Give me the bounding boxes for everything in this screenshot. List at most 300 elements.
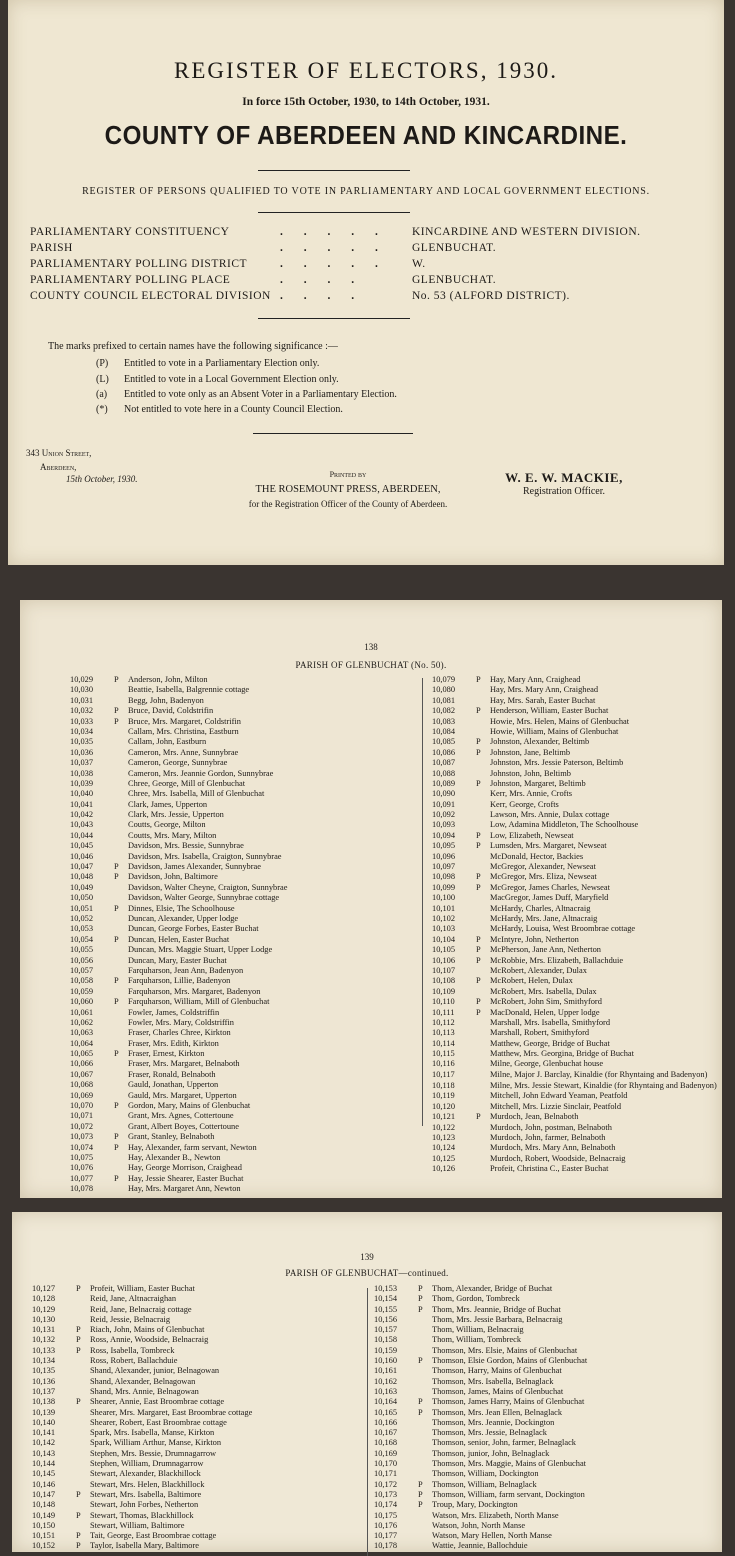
elector-entry	[70, 1039, 400, 1049]
elector-name: Murdoch, Robert, Woodside, Belnacraig	[490, 1153, 626, 1163]
register-title: REGISTER OF ELECTORS, 1930.	[174, 58, 558, 83]
elector-number: 10,114	[432, 1038, 455, 1048]
elector-number: 10,131	[32, 1325, 56, 1335]
elector-entry	[70, 737, 400, 747]
elector-entry	[32, 1531, 362, 1541]
elector-entry	[432, 1028, 722, 1038]
elector-entry	[70, 883, 400, 893]
elector-name: Davidson, Mrs. Bessie, Sunnybrae	[128, 841, 244, 851]
elector-number: 10,039	[70, 778, 94, 788]
elector-name: Profeit, Christina C., Easter Buchat	[490, 1164, 609, 1174]
elector-entry	[374, 1366, 714, 1376]
register-page-138	[20, 600, 722, 1198]
elector-mark: P	[476, 706, 481, 716]
elector-mark: P	[476, 872, 481, 882]
elector-entry	[432, 748, 722, 758]
elector-entry	[70, 1132, 400, 1142]
elector-number: 10,172	[374, 1479, 398, 1489]
divider-rule	[258, 212, 410, 213]
elector-number: 10,042	[70, 810, 94, 820]
elector-entry	[70, 800, 400, 810]
elector-number: 10,033	[70, 716, 94, 726]
elector-entry	[432, 706, 722, 716]
marks-intro: The marks prefixed to certain names have the following significance :—	[48, 341, 338, 352]
elector-name: Stephen, William, Drumnagarrow	[90, 1459, 204, 1469]
elector-entry	[70, 1028, 400, 1038]
elector-number: 10,029	[70, 675, 94, 684]
elector-number: 10,046	[70, 851, 94, 861]
elector-entry	[32, 1335, 362, 1345]
elector-mark: P	[476, 934, 481, 944]
elector-column-right	[374, 1284, 714, 1552]
elector-number: 10,058	[70, 976, 94, 986]
elector-name: Tait, George, East Broombrae cottage	[90, 1531, 217, 1541]
detail-label: COUNTY COUNCIL ELECTORAL DIVISION	[30, 290, 271, 302]
elector-number: 10,139	[32, 1407, 56, 1417]
elector-name: Watson, John, North Manse	[432, 1520, 526, 1530]
elector-mark: P	[476, 1007, 481, 1017]
elector-number: 10,168	[374, 1438, 398, 1448]
register-page-139	[12, 1212, 722, 1552]
elector-entry	[70, 685, 400, 695]
elector-entry	[70, 987, 400, 997]
elector-entry	[70, 956, 400, 966]
elector-number: 10,099	[432, 882, 456, 892]
elector-column-left	[70, 675, 400, 1195]
elector-entry	[432, 1039, 722, 1049]
elector-number: 10,164	[374, 1397, 398, 1407]
elector-entry	[432, 1070, 722, 1081]
elector-entry	[374, 1490, 714, 1500]
elector-name: Thomson, Mrs. Elsie, Mains of Glenbuchat	[432, 1345, 578, 1355]
elector-number: 10,097	[432, 862, 456, 872]
elector-number: 10,108	[432, 976, 456, 986]
elector-entry	[32, 1428, 362, 1438]
elector-name: Shand, Alexander, Belnagowan	[90, 1376, 196, 1386]
address-line: 343 Union Street,	[26, 448, 92, 458]
elector-number: 10,166	[374, 1417, 398, 1427]
elector-entry	[432, 696, 722, 706]
elector-number: 10,110	[432, 997, 455, 1007]
elector-entry	[374, 1500, 714, 1510]
elector-entry	[432, 1102, 722, 1112]
elector-name: Hay, Alexander B., Newton	[128, 1152, 221, 1162]
elector-entry	[432, 1154, 722, 1164]
elector-number: 10,031	[70, 695, 94, 705]
elector-name: Hay, Mrs. Mary Ann, Craighead	[490, 685, 599, 695]
elector-number: 10,095	[432, 841, 456, 851]
elector-name: Profeit, William, Easter Buchat	[90, 1284, 195, 1293]
elector-number: 10,162	[374, 1376, 398, 1386]
elector-number: 10,068	[70, 1080, 94, 1090]
elector-name: Matthew, George, Bridge of Buchat	[490, 1038, 610, 1048]
register-subtitle: REGISTER OF PERSONS QUALIFIED TO VOTE IN PARLIAMENTARY AND LOCAL GOVERNMENT ELECTIONS.	[82, 186, 650, 197]
elector-number: 10,154	[374, 1294, 398, 1304]
elector-number: 10,096	[432, 851, 456, 861]
elector-number: 10,090	[432, 789, 456, 799]
elector-entry	[32, 1449, 362, 1459]
elector-name: Lawson, Mrs. Annie, Dulax cottage	[490, 810, 610, 820]
elector-entry	[432, 1059, 722, 1069]
elector-name: Mitchell, Mrs. Lizzie Sinclair, Peatfold	[490, 1101, 622, 1111]
elector-entry	[374, 1469, 714, 1479]
elector-name: Milne, Major J. Barclay, Kinaldie (for Rhyntaing and Badenyon)	[490, 1069, 708, 1079]
elector-name: Fraser, Ernest, Kirkton	[128, 1049, 205, 1059]
elector-entry	[374, 1335, 714, 1345]
elector-number: 10,080	[432, 685, 456, 695]
elector-mark: P	[418, 1489, 423, 1499]
elector-entry	[432, 1143, 722, 1153]
page-number: 138	[364, 642, 378, 652]
elector-number: 10,056	[70, 955, 94, 965]
elector-mark: P	[114, 716, 119, 726]
elector-number: 10,078	[70, 1184, 94, 1194]
elector-entry	[432, 1081, 722, 1092]
elector-number: 10,073	[70, 1132, 94, 1142]
detail-value: GLENBUCHAT.	[412, 274, 497, 286]
elector-number: 10,176	[374, 1520, 398, 1530]
elector-number: 10,072	[70, 1121, 94, 1131]
elector-entry	[374, 1541, 714, 1551]
elector-mark: P	[476, 778, 481, 788]
elector-name: Begg, John, Badenyon	[128, 695, 204, 705]
elector-entry	[32, 1284, 362, 1294]
elector-name: Davidson, Mrs. Isabella, Craigton, Sunnybrae	[128, 851, 282, 861]
elector-number: 10,051	[70, 903, 94, 913]
elector-entry	[32, 1315, 362, 1325]
elector-number: 10,067	[70, 1069, 94, 1079]
elector-number: 10,157	[374, 1325, 398, 1335]
elector-number: 10,150	[32, 1520, 56, 1530]
elector-name: Fraser, Charles Chree, Kirkton	[128, 1028, 231, 1038]
elector-entry	[70, 1080, 400, 1090]
elector-name: McRobert, John Sim, Smithyford	[490, 997, 602, 1007]
elector-entry	[432, 1164, 722, 1174]
elector-name: Shand, Mrs. Annie, Belnagowan	[90, 1386, 199, 1396]
detail-value: No. 53 (ALFORD DISTRICT).	[412, 290, 570, 302]
detail-label: PARLIAMENTARY CONSTITUENCY	[30, 226, 230, 238]
officer-name: W. E. W. MACKIE,	[505, 470, 623, 485]
elector-entry	[432, 789, 722, 799]
elector-number: 10,171	[374, 1469, 398, 1479]
elector-entry	[374, 1346, 714, 1356]
divider-rule	[253, 433, 413, 434]
elector-number: 10,034	[70, 726, 94, 736]
elector-name: Thomson, Mrs. Jean Ellen, Belnaglack	[432, 1407, 563, 1417]
elector-entry	[32, 1387, 362, 1397]
elector-name: Fowler, Mrs. Mary, Coldstriffin	[128, 1017, 234, 1027]
elector-entry	[432, 1133, 722, 1143]
elector-name: Hay, Jessie Shearer, Easter Buchat	[128, 1173, 244, 1183]
elector-name: McHardy, Louisa, West Broombrae cottage	[490, 924, 636, 934]
elector-entry	[32, 1490, 362, 1500]
elector-mark: P	[76, 1397, 81, 1407]
elector-mark: P	[76, 1345, 81, 1355]
cover-page	[8, 0, 724, 565]
elector-entry	[432, 997, 722, 1007]
elector-name: Thomson, Mrs. Jeannie, Dockington	[432, 1417, 555, 1427]
elector-entry	[432, 831, 722, 841]
elector-number: 10,126	[432, 1164, 456, 1174]
elector-name: McRobert, Mrs. Isabella, Dulax	[490, 986, 597, 996]
elector-number: 10,165	[374, 1407, 398, 1417]
elector-entry	[32, 1459, 362, 1469]
elector-mark: P	[76, 1325, 81, 1335]
elector-mark: P	[114, 1173, 119, 1183]
elector-name: Farquharson, William, Mill of Glenbuchat	[128, 997, 270, 1007]
elector-name: Farquharson, Lillie, Badenyon	[128, 976, 231, 986]
elector-mark: P	[114, 934, 119, 944]
elector-name: Cameron, Mrs. Anne, Sunnybrae	[128, 747, 239, 757]
elector-entry	[70, 904, 400, 914]
elector-name: Ross, Robert, Ballachduie	[90, 1356, 178, 1366]
elector-entry	[432, 904, 722, 914]
elector-entry	[374, 1305, 714, 1315]
elector-entry	[374, 1408, 714, 1418]
elector-number: 10,156	[374, 1314, 398, 1324]
elector-name: Spark, Mrs. Isabella, Manse, Kirkton	[90, 1428, 215, 1438]
elector-name: Coutts, George, Milton	[128, 820, 206, 830]
elector-number: 10,125	[432, 1153, 456, 1163]
elector-entry	[432, 727, 722, 737]
elector-name: Callam, John, Eastburn	[128, 737, 207, 747]
elector-name: Fraser, Mrs. Edith, Kirkton	[128, 1038, 219, 1048]
elector-name: McGregor, Mrs. Eliza, Newseat	[490, 872, 597, 882]
elector-name: Milne, Mrs. Jessie Stewart, Kinaldie (for Rhyntaing and Badenyon)	[490, 1080, 717, 1090]
elector-name: Dinnes, Elsie, The Schoolhouse	[128, 903, 235, 913]
elector-name: Johnston, Mrs. Jessie Paterson, Beltimb	[490, 758, 624, 768]
elector-number: 10,151	[32, 1531, 56, 1541]
elector-entry	[432, 758, 722, 768]
elector-entry	[70, 872, 400, 882]
elector-number: 10,030	[70, 685, 94, 695]
elector-number: 10,065	[70, 1049, 94, 1059]
elector-name: Hay, Mrs. Sarah, Easter Buchat	[490, 695, 596, 705]
elector-entry	[70, 966, 400, 976]
elector-name: McGregor, Alexander, Newseat	[490, 862, 596, 872]
elector-mark: P	[76, 1541, 81, 1551]
mark-legend-item	[96, 404, 343, 415]
elector-mark: P	[114, 1101, 119, 1111]
elector-number: 10,152	[32, 1541, 56, 1551]
elector-column-right	[432, 675, 722, 1175]
elector-number: 10,045	[70, 841, 94, 851]
elector-entry	[32, 1511, 362, 1521]
elector-number: 10,083	[432, 716, 456, 726]
detail-row	[30, 258, 710, 274]
elector-name: Spark, William Arthur, Manse, Kirkton	[90, 1438, 222, 1448]
elector-name: Bruce, Mrs. Margaret, Coldstrifin	[128, 716, 241, 726]
elector-entry	[70, 1122, 400, 1132]
elector-number: 10,092	[432, 810, 456, 820]
elector-number: 10,093	[432, 820, 456, 830]
elector-entry	[70, 675, 400, 685]
elector-name: Thom, William, Belnacraig	[432, 1325, 524, 1335]
elector-number: 10,123	[432, 1133, 456, 1142]
elector-name: Reid, Jessie, Belnacraig	[90, 1314, 171, 1324]
elector-entry	[70, 727, 400, 737]
elector-entry	[432, 872, 722, 882]
elector-number: 10,086	[432, 747, 456, 757]
page-number: 139	[360, 1252, 374, 1262]
elector-name: Thom, William, Tombreck	[432, 1335, 522, 1345]
elector-entry	[32, 1521, 362, 1531]
elector-name: Thomson, Mrs. Jessie, Belnaglack	[432, 1428, 547, 1438]
elector-entry	[70, 1153, 400, 1163]
elector-name: Riach, John, Mains of Glenbuchat	[90, 1325, 205, 1335]
elector-name: Duncan, Alexander, Upper lodge	[128, 913, 239, 923]
elector-name: Thom, Alexander, Bridge of Buchat	[432, 1284, 553, 1293]
elector-entry	[432, 685, 722, 695]
elector-entry	[32, 1541, 362, 1551]
elector-name: Davidson, John, Baltimore	[128, 872, 218, 882]
elector-entry	[432, 810, 722, 820]
elector-mark: P	[76, 1510, 81, 1520]
leader-dots: . . . .	[280, 290, 364, 302]
elector-entry	[70, 1049, 400, 1059]
elector-name: Callam, Mrs. Christina, Eastburn	[128, 726, 239, 736]
elector-entry	[32, 1325, 362, 1335]
elector-entry	[432, 1091, 722, 1101]
elector-mark: P	[476, 747, 481, 757]
leader-dots: . . . . .	[280, 226, 387, 238]
mark-legend-item	[96, 389, 397, 400]
elector-name: Thomson, James Harry, Mains of Glenbuchat	[432, 1397, 585, 1407]
elector-mark: P	[114, 675, 119, 684]
elector-name: McPherson, Jane Ann, Netherton	[490, 945, 601, 955]
elector-number: 10,035	[70, 737, 94, 747]
elector-entry	[432, 717, 722, 727]
elector-entry	[374, 1294, 714, 1304]
elector-entry	[70, 1018, 400, 1028]
divider-rule	[258, 318, 410, 319]
elector-entry	[374, 1325, 714, 1335]
elector-number: 10,069	[70, 1090, 94, 1100]
elector-number: 10,089	[432, 778, 456, 788]
elector-number: 10,085	[432, 737, 456, 747]
elector-entry	[432, 737, 722, 747]
elector-number: 10,084	[432, 726, 456, 736]
elector-number: 10,102	[432, 913, 456, 923]
elector-entry	[70, 862, 400, 872]
elector-number: 10,094	[432, 830, 456, 840]
elector-entry	[374, 1480, 714, 1490]
elector-name: Hay, George Morrison, Craighead	[128, 1163, 242, 1173]
elector-entry	[374, 1377, 714, 1387]
elector-number: 10,038	[70, 768, 94, 778]
elector-name: McIntyre, John, Netherton	[490, 934, 579, 944]
detail-value: W.	[412, 258, 426, 270]
elector-number: 10,070	[70, 1101, 94, 1111]
elector-name: Thomson, Harry, Mains of Glenbuchat	[432, 1366, 562, 1376]
elector-name: Chree, Mrs. Isabella, Mill of Glenbuchat	[128, 789, 265, 799]
elector-entry	[70, 1070, 400, 1080]
elector-number: 10,054	[70, 934, 94, 944]
elector-entry	[432, 1008, 722, 1018]
elector-number: 10,064	[70, 1038, 94, 1048]
elector-entry	[70, 841, 400, 851]
elector-entry	[70, 1091, 400, 1101]
elector-entry	[374, 1418, 714, 1428]
elector-number: 10,071	[70, 1111, 94, 1121]
elector-name: Marshall, Mrs. Isabella, Smithyford	[490, 1017, 611, 1027]
elector-number: 10,076	[70, 1163, 94, 1173]
elector-number: 10,128	[32, 1294, 56, 1304]
elector-name: Watson, Mrs. Elizabeth, North Manse	[432, 1510, 559, 1520]
elector-name: Thomson, James, Mains of Glenbuchat	[432, 1386, 564, 1396]
elector-name: Lumsden, Mrs. Margaret, Newseat	[490, 841, 607, 851]
elector-mark: P	[114, 872, 119, 882]
elector-name: McHardy, Charles, Altnacraig	[490, 903, 591, 913]
elector-number: 10,177	[374, 1531, 398, 1541]
detail-value: GLENBUCHAT.	[412, 242, 497, 254]
elector-name: Mitchell, John Edward Yeaman, Peatfold	[490, 1091, 628, 1101]
elector-entry	[70, 924, 400, 934]
elector-name: Murdoch, John, farmer, Belnaboth	[490, 1133, 606, 1142]
elector-entry	[374, 1428, 714, 1438]
elector-number: 10,175	[374, 1510, 398, 1520]
elector-mark: P	[76, 1489, 81, 1499]
elector-name: Hay, Alexander, farm servant, Newton	[128, 1142, 257, 1152]
elector-entry	[374, 1397, 714, 1407]
elector-entry	[32, 1356, 362, 1366]
leader-dots: . . . . .	[280, 242, 387, 254]
elector-name: Gauld, Mrs. Margaret, Upperton	[128, 1090, 237, 1100]
elector-name: Murdoch, Jean, Belnaboth	[490, 1112, 579, 1122]
elector-name: Duncan, George Forbes, Easter Buchat	[128, 924, 259, 934]
detail-row	[30, 290, 710, 306]
elector-mark: P	[76, 1335, 81, 1345]
elector-number: 10,082	[432, 706, 456, 716]
detail-row	[30, 274, 710, 290]
elector-entry	[32, 1397, 362, 1407]
elector-number: 10,118	[432, 1080, 455, 1090]
elector-name: Stewart, Thomas, Blackhillock	[90, 1510, 194, 1520]
elector-number: 10,091	[432, 799, 456, 809]
elector-mark: P	[114, 1142, 119, 1152]
elector-number: 10,137	[32, 1386, 56, 1396]
elector-entry	[432, 914, 722, 924]
elector-name: Fraser, Mrs. Margaret, Belnaboth	[128, 1059, 240, 1069]
elector-number: 10,134	[32, 1356, 56, 1366]
elector-name: Johnston, Jane, Beltimb	[490, 747, 571, 757]
elector-entry	[432, 945, 722, 955]
elector-number: 10,107	[432, 965, 456, 975]
elector-number: 10,149	[32, 1510, 56, 1520]
elector-entry	[432, 883, 722, 893]
elector-name: Farquharson, Jean Ann, Badenyon	[128, 965, 244, 975]
elector-number: 10,135	[32, 1366, 56, 1376]
elector-entry	[70, 997, 400, 1007]
elector-number: 10,159	[374, 1345, 398, 1355]
printed-by: Printed by	[329, 470, 367, 479]
elector-number: 10,143	[32, 1448, 56, 1458]
elector-mark: P	[114, 976, 119, 986]
elector-number: 10,063	[70, 1028, 94, 1038]
elector-name: Hay, Mary Ann, Craighead	[490, 675, 581, 684]
mark-legend-item	[96, 358, 319, 369]
elector-name: Troup, Mary, Dockington	[432, 1500, 518, 1510]
elector-name: Stewart, Alexander, Blackhillock	[90, 1469, 201, 1479]
elector-number: 10,098	[432, 872, 456, 882]
elector-number: 10,074	[70, 1142, 94, 1152]
press-for: for the Registration Officer of the County of Aberdeen.	[248, 499, 448, 509]
elector-number: 10,167	[374, 1428, 398, 1438]
elector-entry	[32, 1377, 362, 1387]
elector-name: Thom, Mrs. Jessie Barbara, Belnacraig	[432, 1314, 563, 1324]
elector-name: Wattie, Jeannie, Ballochduie	[432, 1541, 528, 1551]
elector-mark: P	[76, 1531, 81, 1541]
